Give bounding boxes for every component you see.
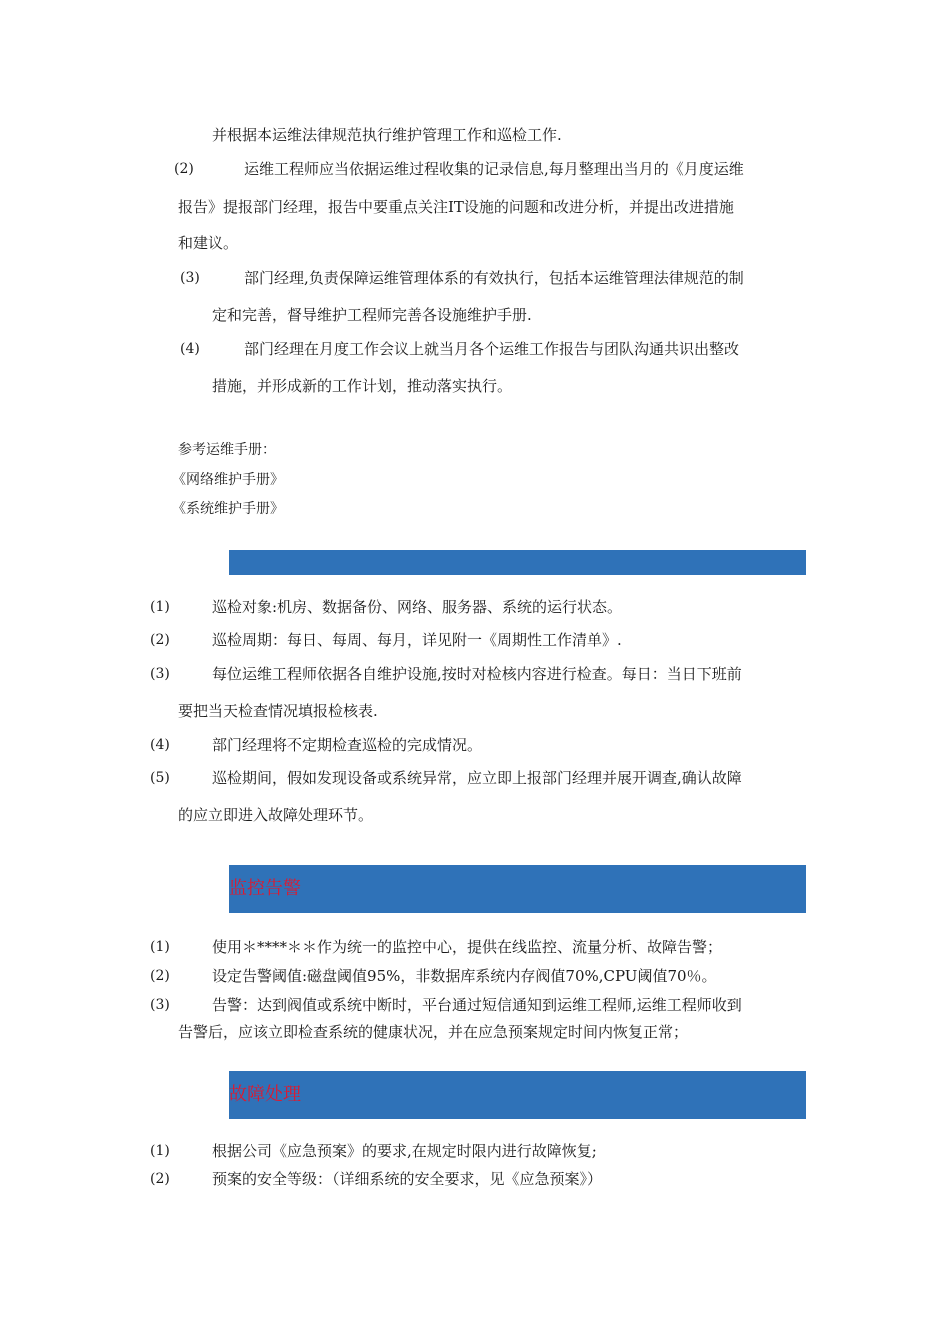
item-text-cont: 的应立即进入故障处理环节。 [178, 806, 374, 824]
item-text-cont: 要把当天检查情况填报检核表. [178, 702, 378, 720]
item-number: (4) [180, 341, 200, 357]
reference-title: 参考运维手册： [178, 442, 276, 458]
item-text-cont: 定和完善，督导维护工程师完善各设施维护手册. [212, 306, 532, 324]
item-text-cont: 和建议。 [178, 234, 239, 252]
item-number: (3) [150, 997, 170, 1013]
section-heading-bar [229, 1071, 806, 1119]
item-text: 设定告警阈值:磁盘阈值95%，非数据库系统内存阀值70%,CPU阈值70％。 [212, 967, 717, 985]
item-text-cont: 措施，并形成新的工作计划，推动落实执行。 [212, 377, 513, 395]
section-heading: 监控告警 [229, 878, 301, 899]
item-text-cont: 报告》提报部门经理，报告中要重点关注IT设施的问题和改进分析，并提出改进措施 [178, 198, 734, 216]
item-text: 每位运维工程师依据各自维护设施,按时对检核内容进行检查。每日：当日下班前 [212, 665, 742, 683]
section-heading: 故障处理 [229, 1084, 301, 1105]
item-number: (3) [180, 270, 200, 286]
item-text: 部门经理,负责保障运维管理体系的有效执行，包括本运维管理法律规范的制 [244, 269, 744, 287]
item-number: (4) [150, 737, 170, 753]
item-number: (1) [150, 599, 170, 615]
item-text-cont: 告警后，应该立即检查系统的健康状况，并在应急预案规定时间内恢复正常； [178, 1023, 689, 1041]
item-text: 巡检期间，假如发现设备或系统异常，应立即上报部门经理并展开调查,确认故障 [212, 769, 742, 787]
item-number: (3) [150, 666, 170, 682]
item-text: 根据公司《应急预案》的要求,在规定时限内进行故障恢复; [212, 1142, 597, 1160]
item-text: 告警：达到阀值或系统中断时，平台通过短信通知到运维工程师,运维工程师收到 [212, 996, 742, 1014]
item-text: 运维工程师应当依据运维过程收集的记录信息,每月整理出当月的《月度运维 [244, 160, 744, 178]
item-number: (2) [150, 1171, 170, 1187]
item-text: 巡检对象:机房、数据备份、网络、服务器、系统的运行状态。 [212, 598, 623, 616]
section-heading-bar [229, 865, 806, 913]
paragraph-line: 并根据本运维法律规范执行维护管理工作和巡检工作. [212, 126, 562, 144]
section-heading-bar [229, 550, 806, 575]
item-number: (2) [150, 968, 170, 984]
item-text: 部门经理将不定期检查巡检的完成情况。 [212, 736, 483, 754]
item-number: (1) [150, 1143, 170, 1159]
reference-item: 《系统维护手册》 [172, 501, 284, 517]
item-text: 使用＊****＊＊作为统一的监控中心，提供在线监控、流量分析、故障告警； [212, 938, 723, 956]
item-number: (2) [174, 161, 194, 177]
reference-item: 《网络维护手册》 [172, 472, 284, 488]
item-number: (1) [150, 939, 170, 955]
item-number: (2) [150, 632, 170, 648]
item-text: 巡检周期：每日、每周、每月，详见附一《周期性工作清单》. [212, 631, 622, 649]
item-text: 预案的安全等级：（详细系统的安全要求，见《应急预案》） [212, 1170, 603, 1188]
item-number: (5) [150, 770, 170, 786]
item-text: 部门经理在月度工作会议上就当月各个运维工作报告与团队沟通共识出整改 [244, 340, 740, 358]
